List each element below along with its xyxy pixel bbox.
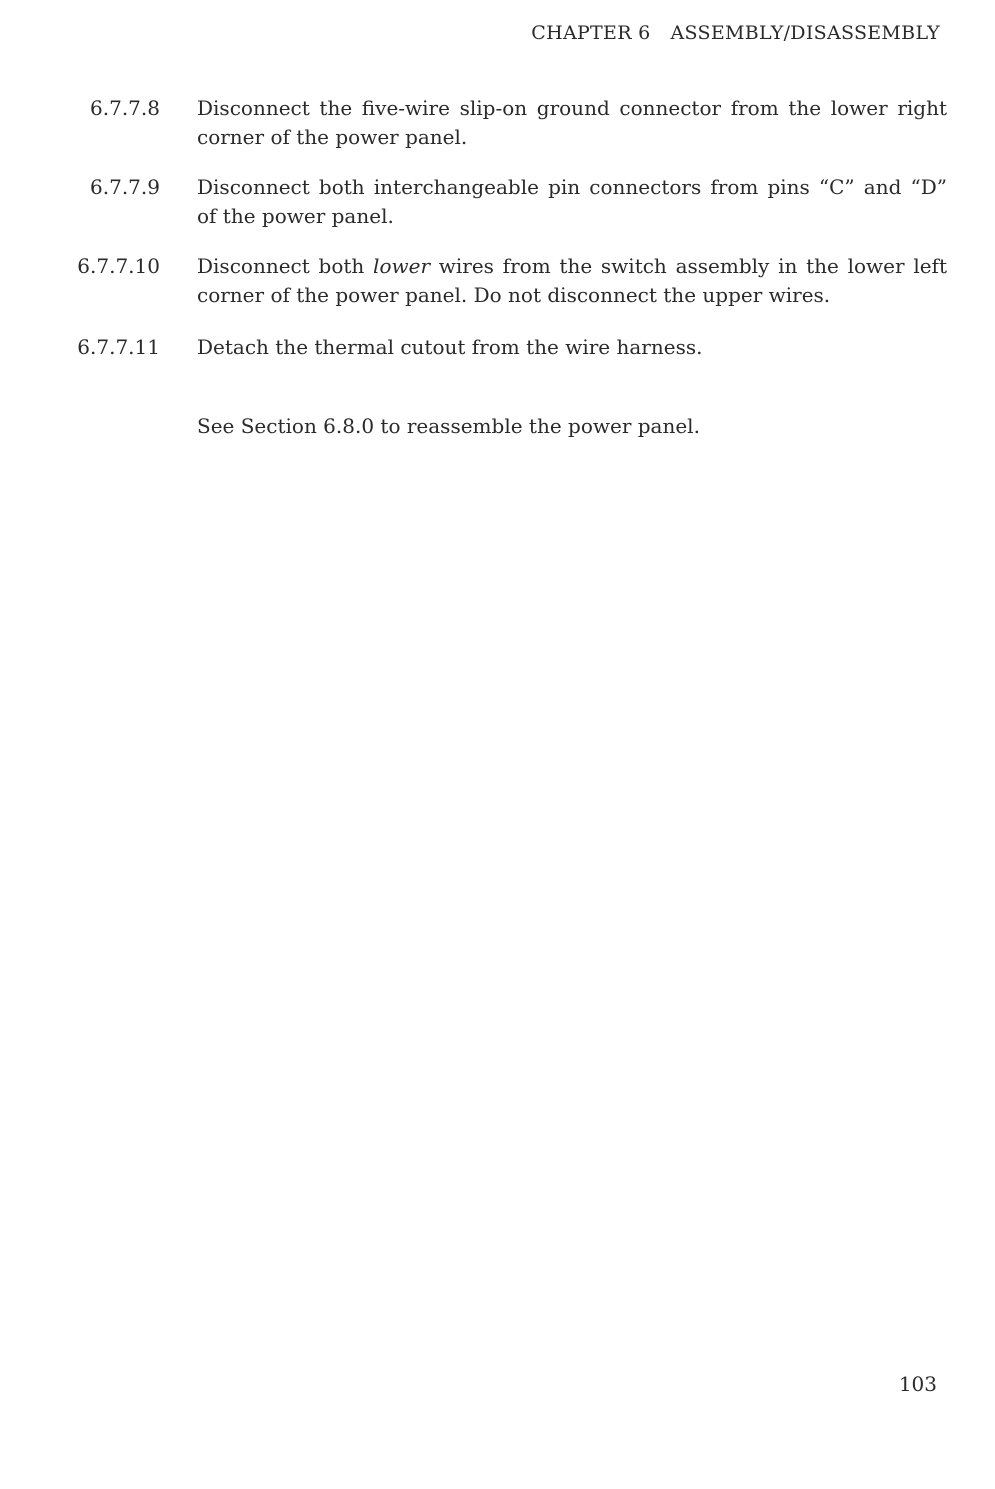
step-text-after: wires from the switch assembly in the lower left corner of the power panel. Do not disconnect the upper wires. xyxy=(197,254,947,307)
step-text: Disconnect the five-wire slip-on ground connector from the lower right corner of the power panel. xyxy=(197,96,947,149)
step-number: 6.7.7.11 xyxy=(77,335,160,359)
step-number: 6.7.7.10 xyxy=(77,254,160,278)
step-text: Disconnect both interchangeable pin connectors from pins “C” and “D” of the power panel. xyxy=(197,175,947,228)
section-title: ASSEMBLY/DISASSEMBLY xyxy=(670,22,940,44)
chapter-label: CHAPTER 6 xyxy=(531,22,651,44)
step-number: 6.7.7.9 xyxy=(90,175,160,199)
step-text-before: Disconnect both xyxy=(197,254,374,278)
step-text-emphasis: lower xyxy=(373,254,430,278)
running-head xyxy=(531,22,940,44)
step-text xyxy=(197,252,947,310)
step-number: 6.7.7.8 xyxy=(90,96,160,120)
reassembly-note: See Section 6.8.0 to reassemble the power panel. xyxy=(197,414,700,438)
step-text: Detach the thermal cutout from the wire harness. xyxy=(197,335,703,359)
page-number: 103 xyxy=(898,1372,937,1396)
